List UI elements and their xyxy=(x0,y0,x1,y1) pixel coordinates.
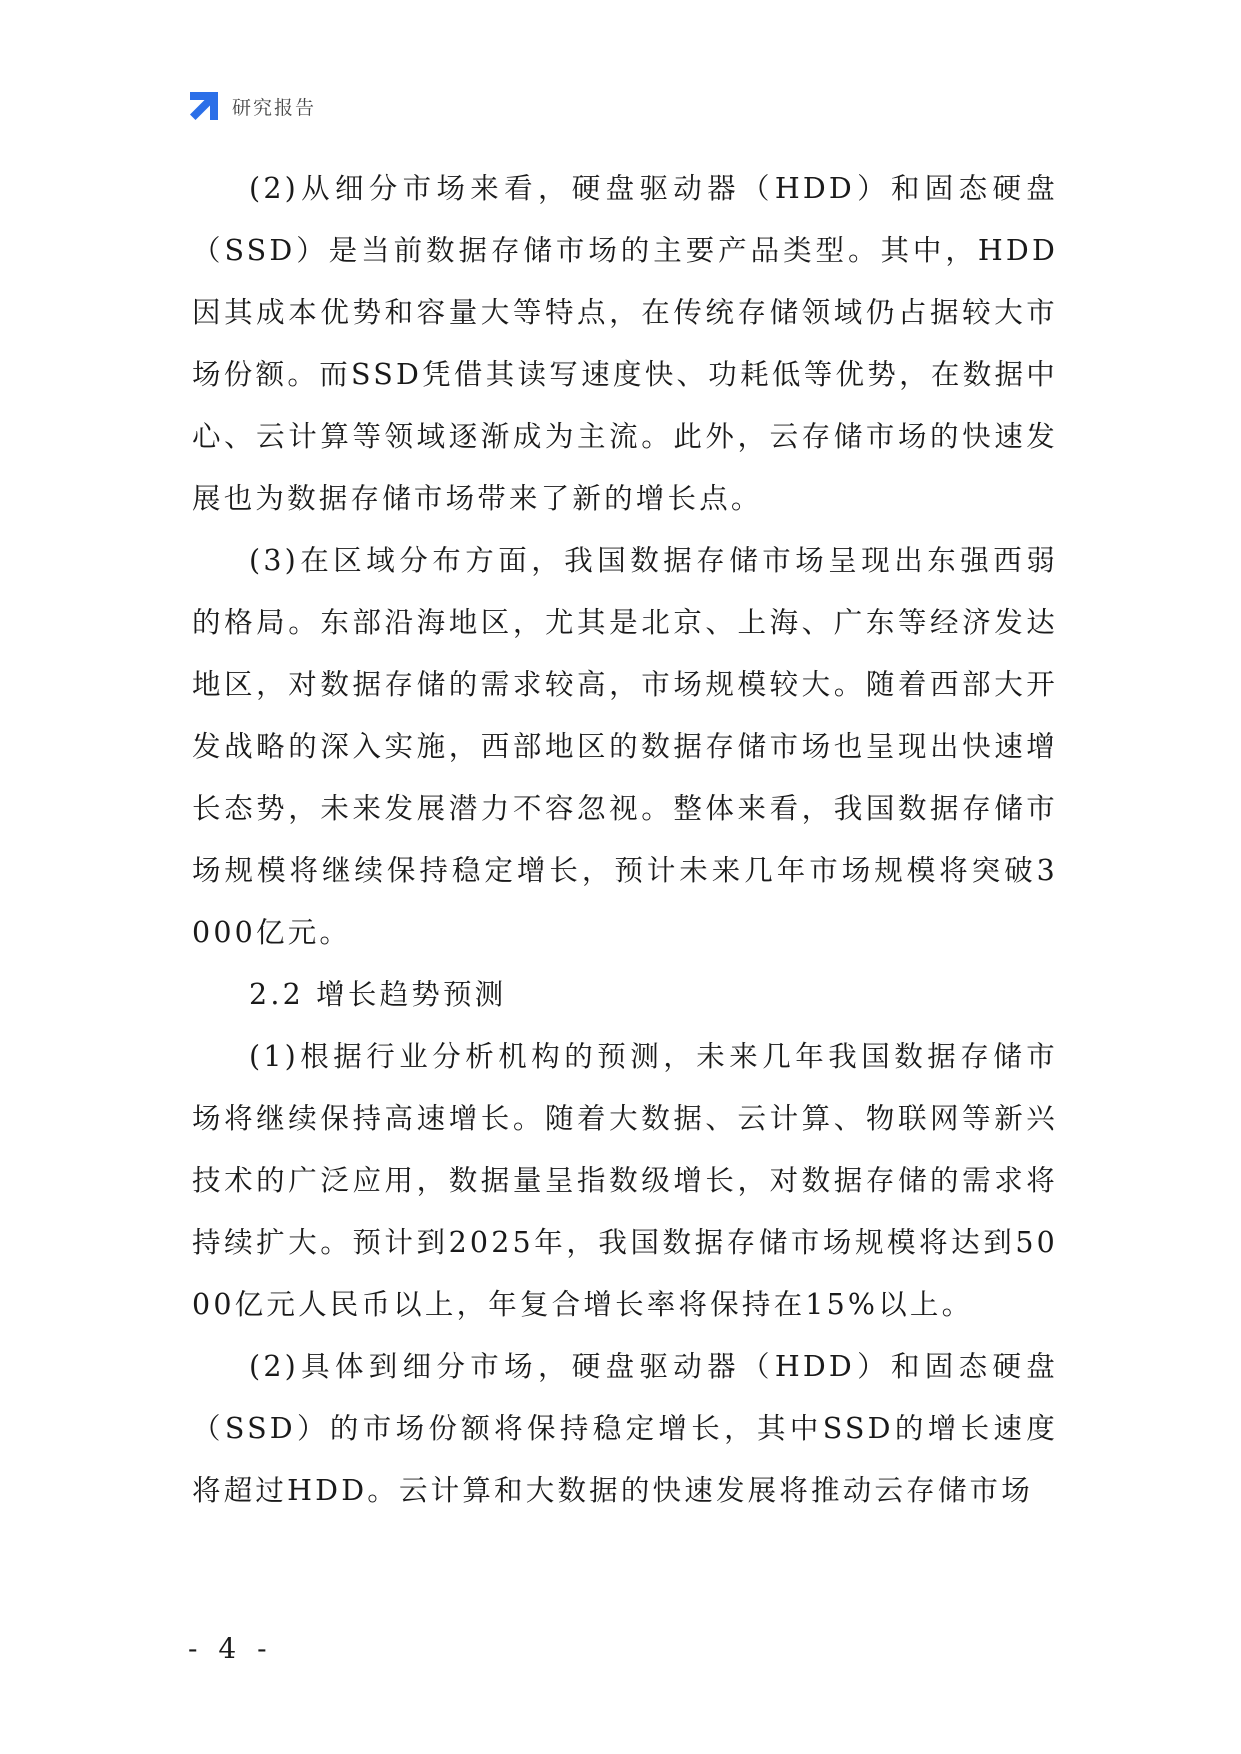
page-header xyxy=(188,88,316,124)
arrow-logo-icon xyxy=(188,90,220,122)
section-heading: 2.2 增长趋势预测 xyxy=(249,978,507,1011)
paragraph-forecast: (1)根据行业分析机构的预测，未来几年我国数据存储市场将继续保持高速增长。随着大数据、云计算、物联网等新兴技术的广泛应用，数据量呈指数级增长，对数据存储的需求将持续扩大。预计到2025年，我国数据存储市场规模将达到5000亿元人民币以上，年复合增长率将保持在15%以上。 xyxy=(192,1040,1058,1321)
page-number: - 4 - xyxy=(188,1632,273,1665)
header-title: 研究报告 xyxy=(232,96,317,119)
paragraph-regional: (3)在区域分布方面，我国数据存储市场呈现出东强西弱的格局。东部沿海地区，尤其是北京、上海、广东等经济发达地区，对数据存储的需求较高，市场规模较大。随着西部大开发战略的深入实施，西部地区的数据存储市场也呈现出快速增长态势，未来发展潜力不容忽视。整体来看，我国数据存储市场规模将继续保持稳定增长，预计未来几年市场规模将突破3000亿元。 xyxy=(192,544,1058,949)
paragraph-segment-forecast: (2)具体到细分市场，硬盘驱动器（HDD）和固态硬盘（SSD）的市场份额将保持稳定增长，其中SSD的增长速度将超过HDD。云计算和大数据的快速发展将推动云存储市场 xyxy=(192,1350,1058,1507)
paragraph-hdd-ssd: (2)从细分市场来看，硬盘驱动器（HDD）和固态硬盘（SSD）是当前数据存储市场的主要产品类型。其中，HDD因其成本优势和容量大等特点，在传统存储领域仍占据较大市场份额。而SSD凭借其读写速度快、功耗低等优势，在数据中心、云计算等领域逐渐成为主流。此外，云存储市场的快速发展也为数据存储市场带来了新的增长点。 xyxy=(192,172,1058,515)
document-body xyxy=(192,158,1058,1522)
